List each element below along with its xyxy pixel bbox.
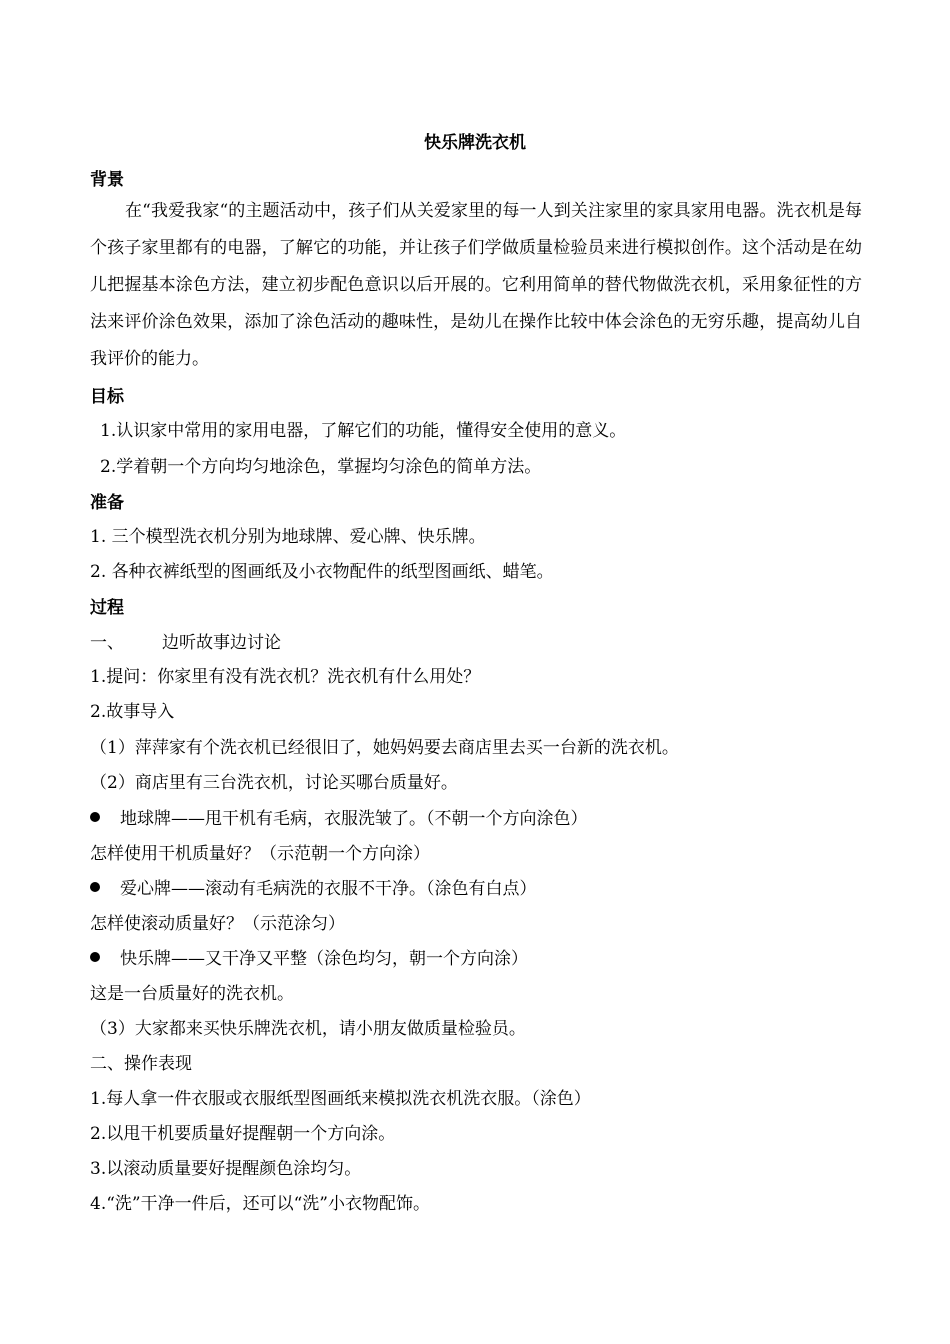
process-part2-heading: 二、操作表现 (90, 1054, 192, 1074)
part2-item-1: 1.每人拿一件衣服或衣服纸型图画纸来模拟洗衣机洗衣服。（涂色） (90, 1089, 591, 1109)
process-note-3: 这是一台质量好的洗衣机。 (90, 984, 294, 1004)
bullet-item-earth (90, 804, 588, 829)
process-line-4: （2）商店里有三台洗衣机，讨论买哪台质量好。 (90, 773, 458, 793)
process-heading: 过程 (90, 598, 124, 618)
process-note-2: 怎样使滚动质量好？（示范涂匀） (90, 914, 345, 934)
bullet-dot-icon (90, 882, 100, 892)
bullet-dot-icon (90, 812, 100, 822)
bullet-item-love (90, 874, 537, 899)
process-line-2: 2.故事导入 (90, 702, 175, 722)
preparation-heading: 准备 (90, 493, 124, 513)
process-part1-number: 一、 (90, 633, 124, 653)
preparation-item-1: 1. 三个模型洗衣机分别为地球牌、爱心牌、快乐牌。 (90, 527, 486, 547)
process-part1-heading (90, 628, 281, 653)
goal-item-1: 1.认识家中常用的家用电器，了解它们的功能，懂得安全使用的意义。 (100, 421, 627, 441)
process-note-1: 怎样使用干机质量好？（示范朝一个方向涂） (90, 844, 430, 864)
bullet-dot-icon (90, 952, 100, 962)
preparation-item-2: 2. 各种衣裤纸型的图画纸及小衣物配件的纸型图画纸、蜡笔。 (90, 562, 554, 582)
background-paragraph: 在“我爱我家“的主题活动中，孩子们从关爱家里的每一人到关注家里的家具家用电器。洗衣机是每个孩子家里都有的电器，了解它的功能，并让孩子们学做质量检验员来进行模拟创作。这个活动是在幼儿把握基本涂色方法，建立初步配色意识以后开展的。它利用简单的替代物做洗衣机，采用象征性的方法来评价涂色效果，添加了涂色活动的趣味性，是幼儿在操作比较中体会涂色的无穷乐趣，提高幼儿自我评价的能力。 (90, 201, 862, 369)
bullet-text: 快乐牌——又干净又平整（涂色均匀，朝一个方向涂） (120, 949, 528, 969)
part2-item-4: 4.“洗”干净一件后，还可以“洗”小衣物配饰。 (90, 1194, 430, 1214)
part2-item-2: 2.以甩干机要质量好提醒朝一个方向涂。 (90, 1124, 396, 1144)
document-title: 快乐牌洗衣机 (424, 133, 526, 153)
process-line-3: （1）萍萍家有个洗衣机已经很旧了，她妈妈要去商店里去买一台新的洗衣机。 (90, 738, 679, 758)
process-line-5: （3）大家都来买快乐牌洗衣机，请小朋友做质量检验员。 (90, 1019, 526, 1039)
process-line-1: 1.提问：你家里有没有洗衣机？洗衣机有什么用处？ (90, 667, 481, 687)
bullet-text: 地球牌——甩干机有毛病，衣服洗皱了。（不朝一个方向涂色） (120, 809, 588, 829)
part2-item-3: 3.以滚动质量要好提醒颜色涂均匀。 (90, 1159, 362, 1179)
bullet-item-happy (90, 944, 528, 969)
goal-item-2: 2.学着朝一个方向均匀地涂色，掌握均匀涂色的简单方法。 (100, 457, 542, 477)
goals-heading: 目标 (90, 387, 124, 407)
process-part1-title: 边听故事边讨论 (162, 633, 281, 653)
bullet-text: 爱心牌——滚动有毛病洗的衣服不干净。（涂色有白点） (120, 879, 537, 899)
background-heading: 背景 (90, 170, 124, 190)
